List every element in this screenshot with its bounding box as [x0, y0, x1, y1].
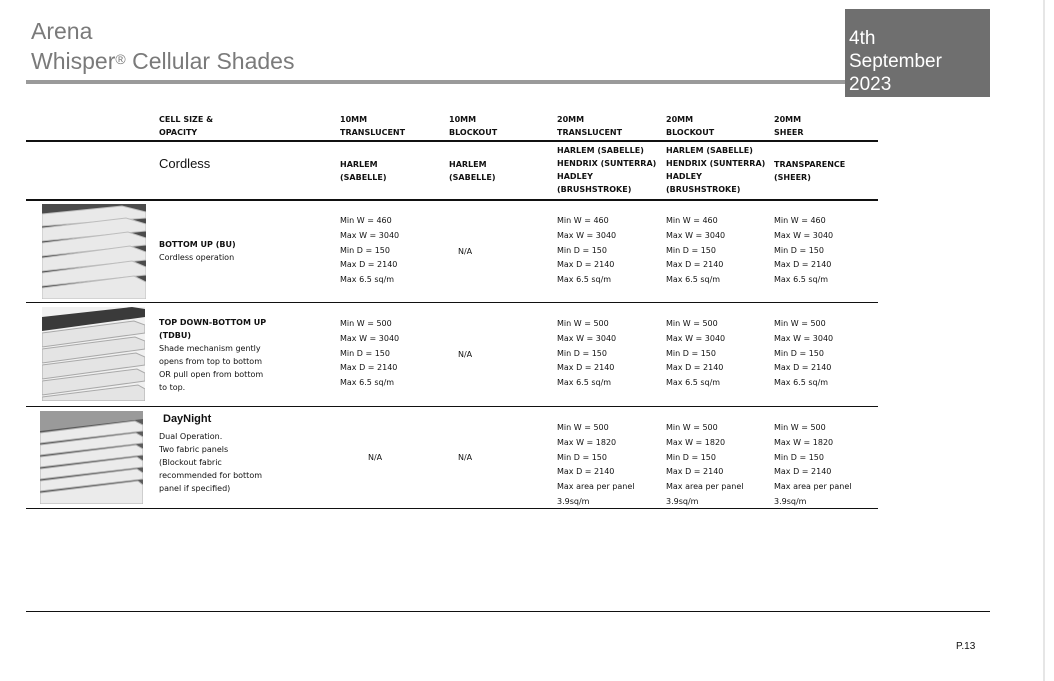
row-title: TOP DOWN-BOTTOM UP — [159, 318, 267, 327]
spec-cell — [557, 421, 635, 510]
brand-line-2 — [31, 46, 294, 76]
spec-cell — [774, 214, 833, 288]
spec-line: Max area per panel — [666, 482, 744, 492]
not-available: N/A — [368, 453, 383, 462]
spec-line: Max area per panel — [774, 482, 852, 492]
spec-line: Max D = 2140 — [666, 467, 724, 477]
spec-line: Max W = 3040 — [774, 230, 834, 240]
row-title: (TDBU) — [159, 331, 192, 340]
spec-line: Max W = 1820 — [666, 437, 726, 447]
spec-cell — [666, 421, 744, 510]
col-header-line: BLOCKOUT — [449, 128, 498, 137]
spec-line: Max 6.5 sq/m — [774, 378, 829, 388]
col-header-line: 20MM — [666, 115, 694, 124]
col-header-line: SHEER — [774, 128, 804, 137]
spec-line: Min D = 150 — [774, 348, 824, 358]
spec-cell — [774, 421, 852, 510]
spec-line: Min W = 500 — [774, 423, 826, 432]
spec-line: Max D = 2140 — [774, 467, 832, 477]
fabric-10mm-translucent — [340, 158, 387, 184]
fabric-line: HENDRIX (SUNTERRA) — [666, 159, 766, 168]
col-header-line: BLOCKOUT — [666, 128, 715, 137]
spec-line: Max 6.5 sq/m — [340, 378, 395, 388]
table-rule — [26, 199, 878, 201]
spec-line: Max D = 2140 — [666, 363, 724, 373]
spec-line: Max W = 1820 — [774, 437, 834, 447]
spec-line: Max D = 2140 — [774, 260, 832, 270]
row-desc-line: to top. — [159, 383, 186, 392]
spec-line: Max D = 2140 — [557, 260, 615, 270]
fabric-line: HENDRIX (SUNTERRA) — [557, 159, 657, 168]
title-rule — [26, 80, 846, 84]
fabric-line: HARLEM (SABELLE) — [666, 146, 753, 155]
col-header-20mm-sheer — [774, 113, 804, 139]
row-desc-line: Two fabric panels — [159, 445, 229, 454]
table-rule — [26, 140, 878, 142]
spec-line: Max 6.5 sq/m — [666, 275, 721, 285]
fabric-line: HADLEY — [557, 172, 593, 181]
not-available: N/A — [458, 453, 473, 462]
footer-rule — [26, 611, 990, 612]
top-down-bottom-up-shade-photo — [42, 307, 145, 401]
fabric-20mm-blockout — [666, 144, 765, 196]
row-daynight-label — [159, 411, 262, 495]
fabric-line: HARLEM — [449, 160, 487, 169]
fabric-line: (SABELLE) — [340, 173, 387, 182]
col-header-line: 20MM — [557, 115, 585, 124]
table-rule — [26, 406, 878, 407]
spec-line: Max W = 3040 — [340, 333, 400, 343]
row-tdbu-label — [159, 316, 266, 394]
spec-line: Min W = 500 — [666, 319, 718, 328]
row-desc-line: (Blockout fabric — [159, 458, 222, 467]
date-box — [845, 9, 990, 97]
row-desc-line: recommended for bottom — [159, 471, 263, 480]
spec-line: Min W = 500 — [557, 423, 609, 432]
spec-line: Max D = 2140 — [340, 363, 398, 373]
col-header-line: OPACITY — [159, 128, 198, 137]
fabric-20mm-translucent — [557, 144, 656, 196]
spec-line: 3.9sq/m — [774, 496, 807, 506]
registered-mark: ® — [115, 51, 126, 67]
spec-line: Max W = 3040 — [666, 230, 726, 240]
spec-line: Min W = 500 — [340, 319, 392, 328]
spec-line: Min D = 150 — [557, 452, 607, 462]
col-header-line: TRANSLUCENT — [340, 128, 406, 137]
spec-line: Max D = 2140 — [557, 363, 615, 373]
row-desc-line: Dual Operation. — [159, 432, 223, 441]
spec-line: 3.9sq/m — [666, 496, 699, 506]
cordless-label: Cordless — [159, 156, 211, 171]
spec-line: Min D = 150 — [666, 348, 716, 358]
date-day: 4th — [849, 28, 876, 49]
spec-line: Max W = 1820 — [557, 437, 617, 447]
fabric-line: (BRUSHSTROKE) — [666, 185, 741, 194]
spec-line: Max area per panel — [557, 482, 635, 492]
spec-line: Max W = 3040 — [557, 230, 617, 240]
spec-line: Max W = 3040 — [774, 333, 834, 343]
spec-line: Min D = 150 — [774, 245, 824, 255]
col-header-line: 10MM — [340, 115, 368, 124]
date-year: 2023 — [849, 74, 892, 95]
row-desc-line: Cordless operation — [159, 253, 235, 262]
daynight-shade-photo — [40, 411, 143, 504]
not-available: N/A — [458, 350, 473, 359]
spec-line: Min D = 150 — [557, 245, 607, 255]
product-name: Cellular Shades — [125, 48, 295, 74]
spec-line: 3.9sq/m — [557, 496, 590, 506]
row-desc-line: OR pull open from bottom — [159, 370, 264, 379]
spec-line: Min W = 460 — [340, 216, 392, 225]
row-title: BOTTOM UP (BU) — [159, 240, 236, 249]
fabric-line: HADLEY — [666, 172, 702, 181]
page-number: P.13 — [956, 641, 976, 652]
fabric-10mm-blockout — [449, 158, 496, 184]
spec-line: Max 6.5 sq/m — [557, 378, 612, 388]
fabric-line: (SABELLE) — [449, 173, 496, 182]
spec-line: Max D = 2140 — [666, 260, 724, 270]
col-header-cell-size — [159, 113, 213, 139]
spec-cell — [557, 317, 616, 391]
bottom-up-shade-photo — [42, 204, 146, 299]
spec-line: Max W = 3040 — [340, 230, 400, 240]
spec-line: Min W = 500 — [557, 319, 609, 328]
fabric-line: HARLEM — [340, 160, 378, 169]
spec-line: Max W = 3040 — [666, 333, 726, 343]
page-edge-shadow — [1043, 0, 1045, 681]
spec-line: Min D = 150 — [666, 245, 716, 255]
date-month: September — [849, 51, 942, 72]
col-header-10mm-translucent — [340, 113, 405, 139]
spec-line: Min W = 500 — [666, 423, 718, 432]
brand-line-1: Arena — [31, 18, 93, 44]
brand-name: Whisper — [31, 48, 116, 74]
document-title — [31, 16, 294, 76]
col-header-20mm-blockout — [666, 113, 714, 139]
col-header-line: 20MM — [774, 115, 802, 124]
col-header-line: 10MM — [449, 115, 477, 124]
spec-cell — [340, 317, 399, 391]
spec-line: Min W = 460 — [666, 216, 718, 225]
table-rule — [26, 508, 878, 509]
spec-cell — [774, 317, 833, 391]
fabric-line: TRANSPARENCE — [774, 160, 846, 169]
spec-cell — [340, 214, 399, 288]
not-available: N/A — [458, 247, 473, 256]
spec-cell — [666, 214, 725, 288]
row-desc-line: opens from top to bottom — [159, 357, 262, 366]
spec-line: Max D = 2140 — [774, 363, 832, 373]
fabric-20mm-sheer — [774, 158, 845, 184]
col-header-line: TRANSLUCENT — [557, 128, 623, 137]
spec-line: Min D = 150 — [774, 452, 824, 462]
col-header-20mm-translucent — [557, 113, 622, 139]
fabric-line: (BRUSHSTROKE) — [557, 185, 632, 194]
spec-line: Min D = 150 — [557, 348, 607, 358]
spec-line: Max 6.5 sq/m — [666, 378, 721, 388]
row-bottom-up-label — [159, 238, 236, 264]
spec-line: Min D = 150 — [340, 348, 390, 358]
spec-line: Min W = 460 — [774, 216, 826, 225]
spec-cell — [666, 317, 725, 391]
spec-line: Max D = 2140 — [340, 260, 398, 270]
spec-line: Max 6.5 sq/m — [340, 275, 395, 285]
row-desc-line: panel if specified) — [159, 484, 231, 493]
table-rule — [26, 302, 878, 303]
spec-line: Max 6.5 sq/m — [557, 275, 612, 285]
col-header-line: CELL SIZE & — [159, 115, 214, 124]
spec-line: Max D = 2140 — [557, 467, 615, 477]
fabric-line: (SHEER) — [774, 173, 811, 182]
spec-line: Min D = 150 — [340, 245, 390, 255]
spec-line: Max W = 3040 — [557, 333, 617, 343]
spec-cell — [557, 214, 616, 288]
spec-line: Min W = 460 — [557, 216, 609, 225]
col-header-10mm-blockout — [449, 113, 497, 139]
spec-line: Max 6.5 sq/m — [774, 275, 829, 285]
spec-line: Min D = 150 — [666, 452, 716, 462]
spec-line: Min W = 500 — [774, 319, 826, 328]
row-desc-line: Shade mechanism gently — [159, 344, 261, 353]
row-title: DayNight — [163, 413, 212, 425]
fabric-line: HARLEM (SABELLE) — [557, 146, 644, 155]
